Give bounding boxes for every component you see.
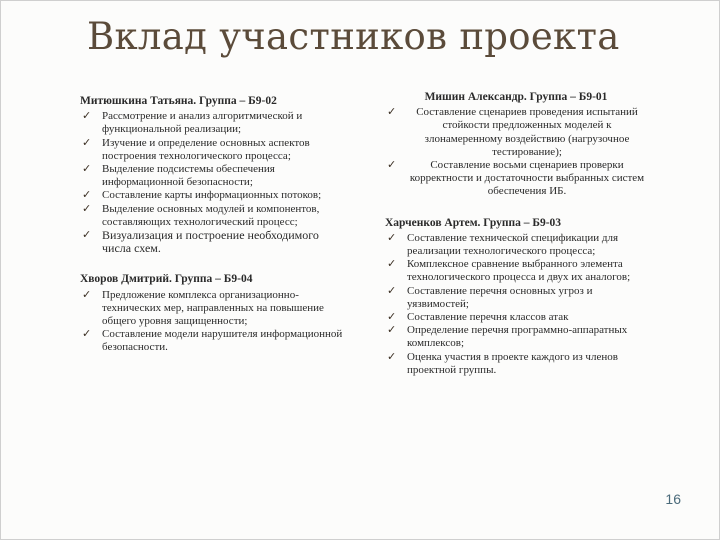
check-icon: ✓ xyxy=(82,328,92,341)
task-item: ✓ Комплексное сравнение выбранного элемента технологического процесса и двух их аналогов; xyxy=(387,258,631,284)
task-item: ✓ Составление восьми сценариев проверки корректности и достаточности выбранных систем обеспечения ИБ. xyxy=(387,159,645,198)
task-item: ✓ Предложение комплекса организационно-технических мер, направленных на повышение общего уровня защищенности; xyxy=(82,288,324,328)
task-list xyxy=(385,106,647,198)
task-item: ✓ Рассмотрение и анализ алгоритмической и функциональной реализации; xyxy=(82,110,303,136)
task-item: ✓ Выделение основных модулей и компонентов, составляющих технологический процесс; xyxy=(82,202,320,228)
check-icon: ✓ xyxy=(387,231,397,244)
check-icon: ✓ xyxy=(82,136,92,149)
check-icon: ✓ xyxy=(387,106,397,119)
check-icon: ✓ xyxy=(82,288,92,301)
check-icon: ✓ xyxy=(387,284,397,297)
check-icon: ✓ xyxy=(82,202,92,215)
page-number: 16 xyxy=(665,491,681,507)
right-column xyxy=(385,91,647,395)
member-heading: Мишин Александр. Группа – Б9-01 xyxy=(424,91,608,103)
member-block xyxy=(80,95,350,255)
task-item: ✓ Выделение подсистемы обеспечения информационной безопасности; xyxy=(82,163,275,189)
check-icon: ✓ xyxy=(387,350,397,363)
task-item: ✓ Составление перечня основных угроз и уязвимостей; xyxy=(387,284,593,310)
task-list xyxy=(385,232,647,377)
check-icon: ✓ xyxy=(387,324,397,337)
check-icon: ✓ xyxy=(387,258,397,271)
member-heading: Хворов Дмитрий. Группа – Б9-04 xyxy=(80,273,253,286)
check-icon: ✓ xyxy=(82,229,92,242)
task-list xyxy=(80,110,350,255)
member-block xyxy=(80,273,350,354)
task-item: ✓ Составление сценариев проведения испытаний стойкости предложенных моделей к злонамеренному воздействию (нагрузочное тестирование); xyxy=(387,106,638,158)
task-item: ✓ Составление карты информационных потоков; xyxy=(82,189,322,202)
task-item: ✓ Изучение и определение основных аспектов построения технологического процесса; xyxy=(82,136,310,162)
task-item: ✓ Визуализация и построение необходимого числа схем. xyxy=(82,228,319,256)
check-icon: ✓ xyxy=(82,163,92,176)
task-item: ✓ Составление модели нарушителя информационной безопасности. xyxy=(82,328,343,354)
check-icon: ✓ xyxy=(387,159,397,172)
member-heading: Харченков Артем. Группа – Б9-03 xyxy=(385,216,562,229)
task-item: ✓ Оценка участия в проекте каждого из членов проектной группы. xyxy=(387,350,618,376)
check-icon: ✓ xyxy=(82,189,92,202)
left-column xyxy=(80,95,350,373)
task-item: ✓ Составление перечня классов атак xyxy=(387,311,569,324)
task-item: ✓ Составление технической спецификации для реализации технологического процесса; xyxy=(387,231,619,258)
task-list xyxy=(80,289,350,355)
check-icon: ✓ xyxy=(387,311,397,324)
member-block xyxy=(385,91,647,199)
check-icon: ✓ xyxy=(82,110,92,123)
task-item: ✓ Определение перечня программно-аппаратных комплексов; xyxy=(387,324,628,350)
slide-title: Вклад участников проекта xyxy=(87,15,620,58)
member-block xyxy=(385,217,647,377)
member-heading: Митюшкина Татьяна. Группа – Б9-02 xyxy=(80,95,277,107)
